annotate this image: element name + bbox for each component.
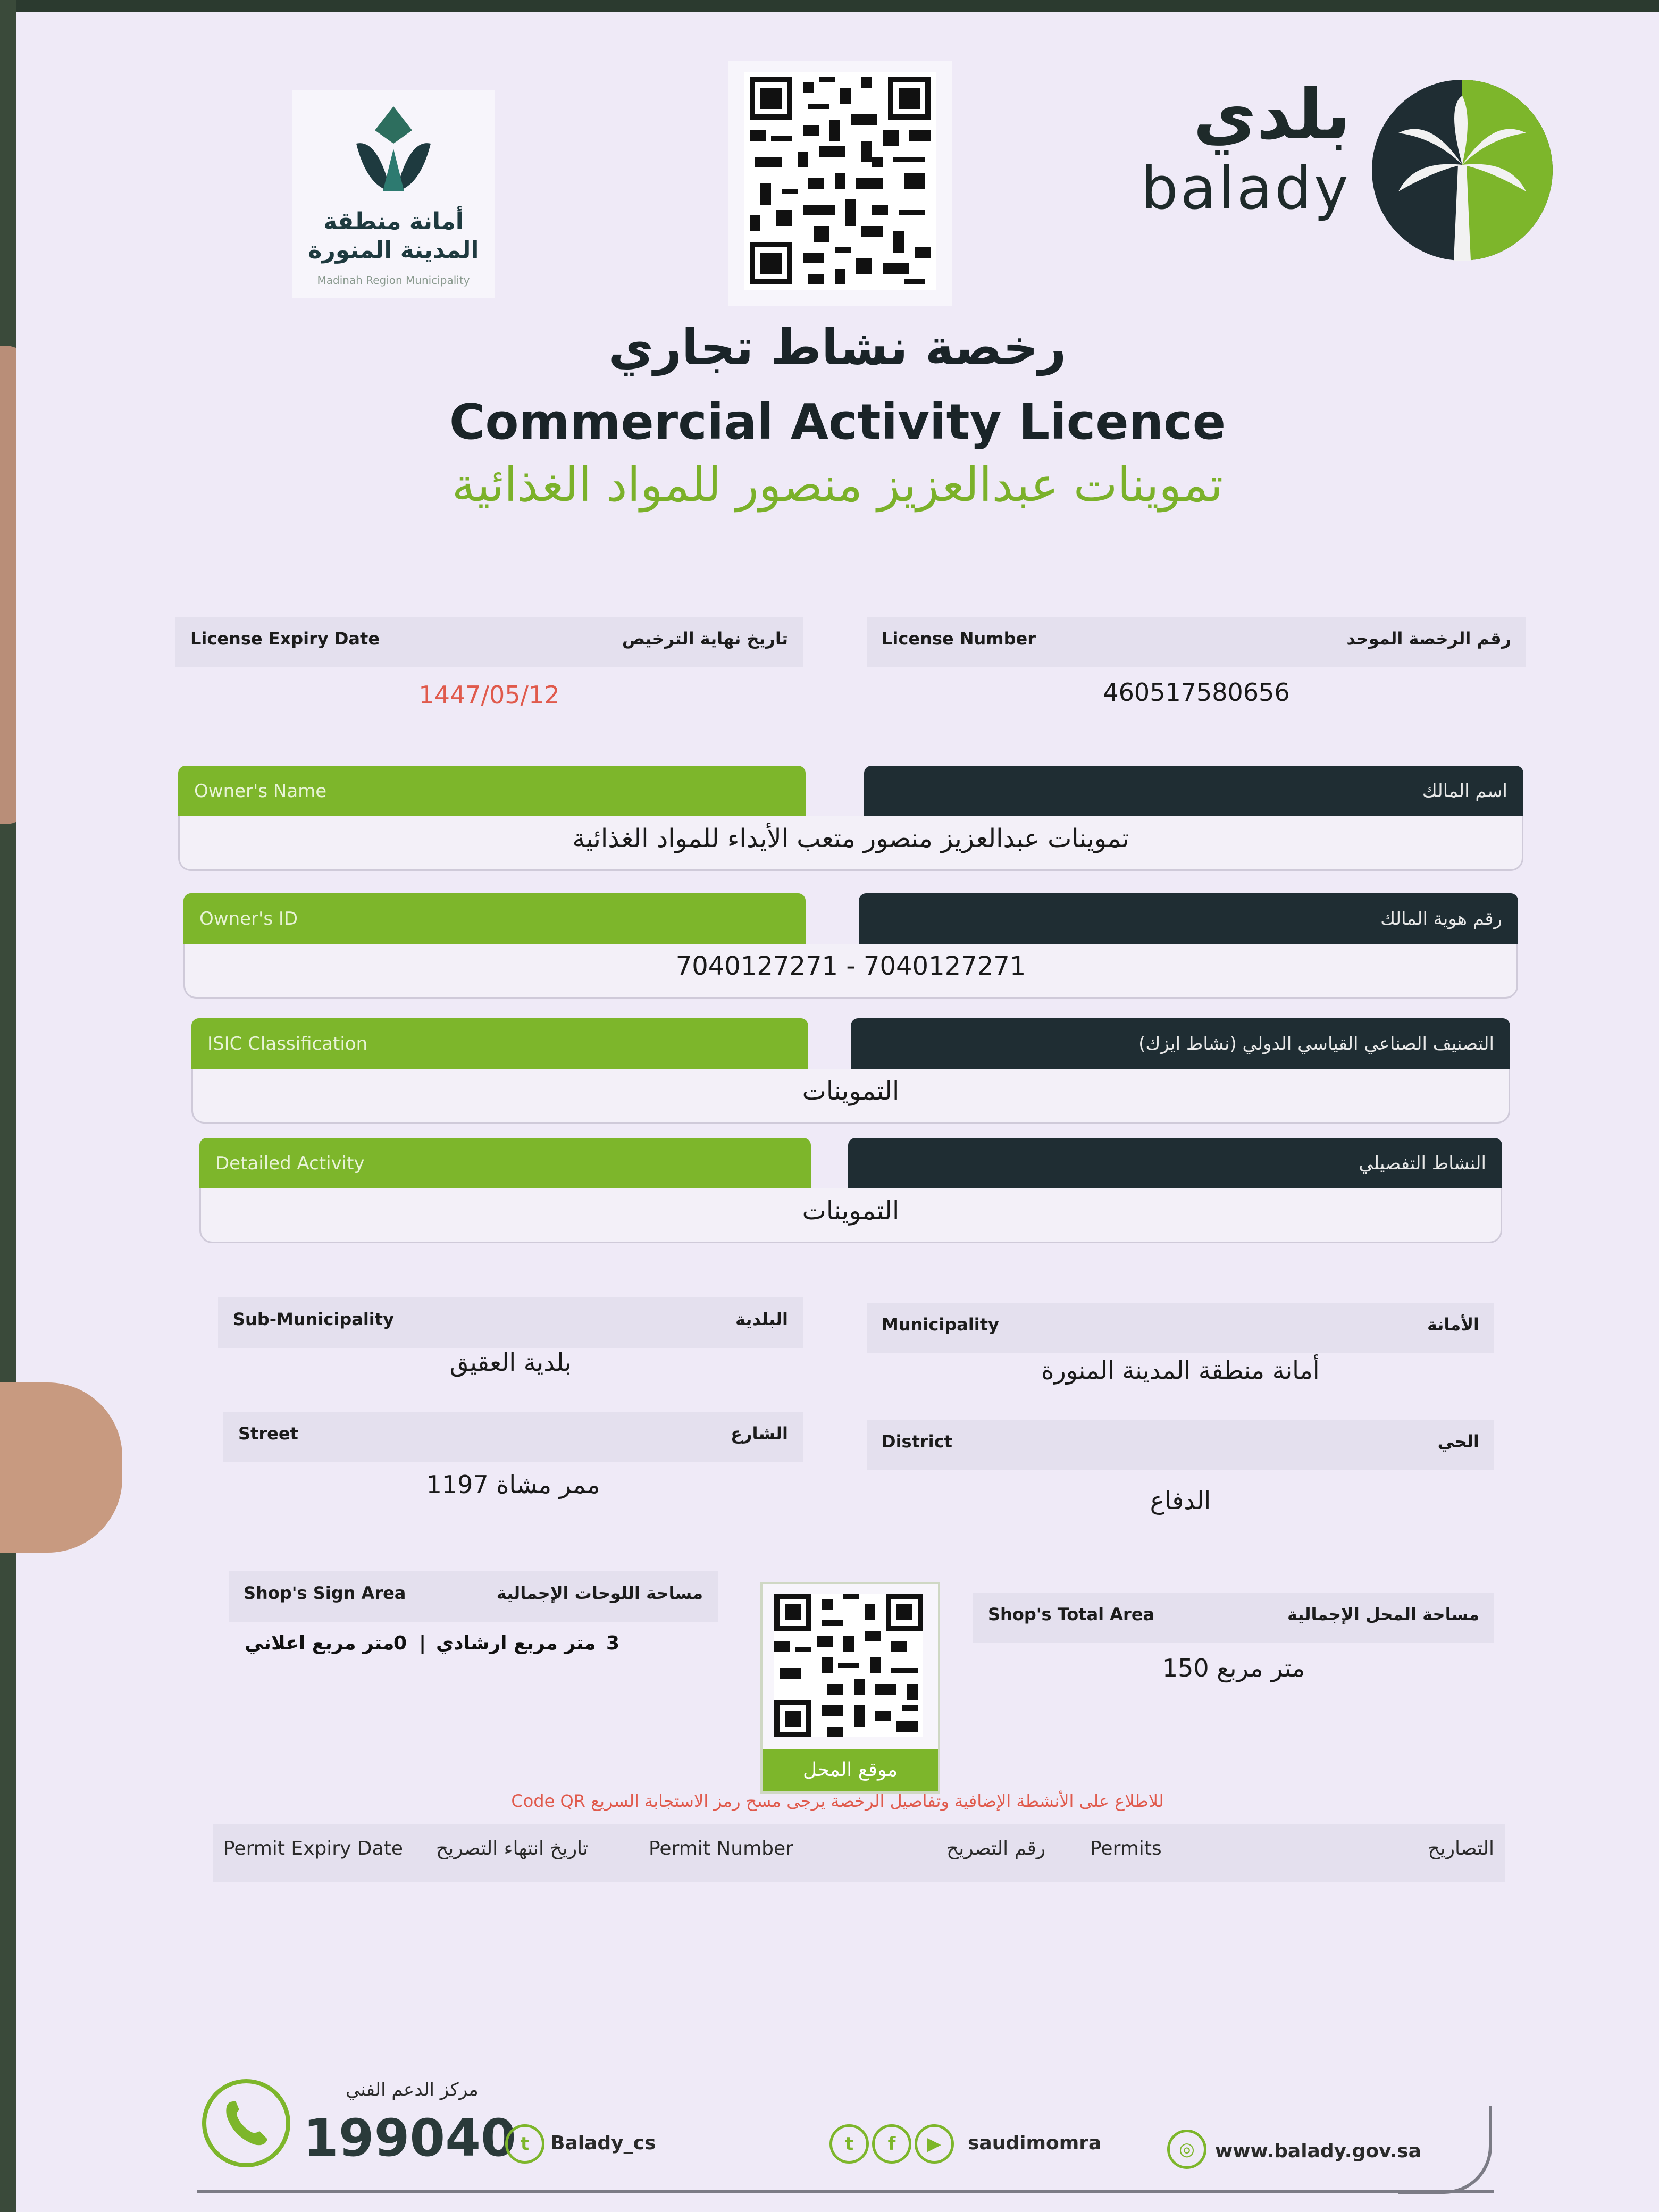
- globe-icon: ◎: [1167, 2130, 1206, 2169]
- owner-id-label-en: Owner's ID: [199, 908, 298, 929]
- isic-body: [191, 1069, 1510, 1124]
- isic-header-en: [191, 1018, 808, 1069]
- owner-id-body: [183, 944, 1518, 999]
- isic-label-ar: التصنيف الصناعي القياسي الدولي (نشاط ايزك): [1138, 1033, 1494, 1054]
- expiry-label-en: License Expiry Date: [190, 629, 380, 649]
- sub-municipality-header: [218, 1297, 803, 1348]
- license-number-value: 460517580656: [1103, 678, 1290, 707]
- website-link[interactable]: www.balady.gov.sa: [1215, 2140, 1421, 2162]
- total-area-label-ar: مساحة المحل الإجمالية: [1287, 1604, 1479, 1624]
- isic-value: التموينات: [802, 1076, 900, 1106]
- district-label-ar: الحي: [1437, 1431, 1479, 1452]
- activity-header-ar: [848, 1138, 1502, 1188]
- owner-id-header-en: [183, 893, 806, 944]
- total-area-label-en: Shop's Total Area: [988, 1604, 1155, 1624]
- municipality-label-en: Municipality: [882, 1314, 999, 1335]
- owner-id-header-ar: [859, 893, 1518, 944]
- total-area-value: 150 متر مربع: [1162, 1654, 1305, 1682]
- ad-unit: متر مربع اعلاني: [245, 1632, 395, 1654]
- qr-code-top: [728, 61, 952, 306]
- owner-id-value: 7040127271 - 7040127271: [675, 951, 1026, 981]
- qr-code-icon: [744, 72, 936, 290]
- balady-logo-ar: بلدي: [1193, 74, 1351, 155]
- footer-arc: [1398, 2106, 1492, 2194]
- guide-value: 3: [606, 1632, 620, 1654]
- expiry-date-value: 1447/05/12: [418, 681, 560, 709]
- isic-label-en: ISIC Classification: [207, 1033, 368, 1054]
- activity-label-en: Detailed Activity: [215, 1153, 365, 1174]
- activity-label-ar: النشاط التفصيلي: [1359, 1153, 1486, 1174]
- top-edge: [16, 0, 1659, 12]
- support-center-label: مركز الدعم الفني: [346, 2079, 479, 2100]
- district-value: الدفاع: [1150, 1486, 1211, 1515]
- twitter-icon[interactable]: t: [830, 2124, 869, 2164]
- district-header: [867, 1420, 1494, 1470]
- municipality-logo-en: Madinah Region Municipality: [317, 274, 470, 287]
- license-label-ar: رقم الرخصة الموحد: [1346, 629, 1511, 649]
- activity-field: [199, 1138, 1502, 1244]
- twitter-icon[interactable]: t: [505, 2124, 544, 2164]
- permits-label-ar: التصاريح: [1428, 1838, 1494, 1859]
- facebook-icon[interactable]: f: [872, 2124, 911, 2164]
- sub-municipality-label-en: Sub-Municipality: [233, 1309, 394, 1329]
- owner-name-label-en: Owner's Name: [194, 781, 327, 802]
- sub-municipality-value: بلدية العقيق: [449, 1348, 572, 1377]
- license-label-en: License Number: [882, 629, 1036, 649]
- sign-area-label-en: Shop's Sign Area: [244, 1583, 406, 1603]
- municipality-logo-ar: أمانة منطقة المدينة المنورة: [308, 208, 479, 264]
- owner-name-body: [178, 816, 1523, 871]
- shop-location-qr[interactable]: [760, 1582, 940, 1794]
- municipality-header: [867, 1303, 1494, 1353]
- owner-name-field: [178, 766, 1523, 872]
- shop-location-caption: موقع المحل: [763, 1749, 938, 1791]
- palm-tree-icon: [1367, 74, 1558, 266]
- expiry-label-ar: تاريخ نهاية الترخيص: [622, 629, 788, 649]
- municipality-label-ar: الأمانة: [1427, 1314, 1479, 1335]
- street-label-ar: الشارع: [731, 1423, 788, 1444]
- owner-name-label-ar: اسم المالك: [1422, 781, 1507, 802]
- license-number-header: [867, 617, 1526, 667]
- owner-name-header-ar: [864, 766, 1523, 816]
- title-english: Commercial Activity Licence: [449, 393, 1226, 450]
- palm-leaf-icon: [346, 101, 441, 202]
- activity-body: [199, 1188, 1502, 1243]
- title-arabic: رخصة نشاط تجاري: [608, 319, 1067, 376]
- sub-municipality-label-ar: البلدية: [735, 1309, 788, 1329]
- sign-area-label-ar: مساحة اللوحات الإجمالية: [496, 1583, 703, 1603]
- permit-number-label-en: Permit Number: [649, 1838, 793, 1859]
- permit-number-label-ar: رقم التصريح: [946, 1838, 1046, 1859]
- isic-field: [191, 1018, 1510, 1125]
- qr-code-icon: [774, 1594, 923, 1737]
- total-area-header: [973, 1593, 1494, 1643]
- owner-id-label-ar: رقم هوية المالك: [1380, 908, 1502, 929]
- municipality-logo: [292, 90, 495, 298]
- activity-value: التموينات: [802, 1196, 900, 1226]
- isic-header-ar: [851, 1018, 1510, 1069]
- youtube-icon[interactable]: ▶: [915, 2124, 954, 2164]
- sign-area-header: [229, 1571, 718, 1622]
- permit-expiry-label-en: Permit Expiry Date: [223, 1838, 403, 1859]
- social-handle[interactable]: saudimomra: [968, 2132, 1102, 2154]
- permits-header: [213, 1824, 1505, 1882]
- phone-icon: [202, 2079, 290, 2167]
- district-label-en: District: [882, 1431, 952, 1452]
- street-label-en: Street: [238, 1423, 298, 1444]
- sign-area-values: [239, 1632, 707, 1670]
- street-header: [223, 1412, 803, 1462]
- owner-name-value: تموينات عبدالعزيز منصور متعب الأيداء للمواد الغذائية: [572, 824, 1129, 853]
- support-number[interactable]: 199040: [303, 2108, 516, 2168]
- municipality-value: أمانة منطقة المدينة المنورة: [1041, 1356, 1320, 1385]
- owner-id-field: [183, 893, 1518, 1000]
- activity-header-en: [199, 1138, 811, 1188]
- footer-line: [197, 2190, 1494, 2193]
- license-document: [16, 0, 1659, 2212]
- twitter-handle[interactable]: Balady_cs: [550, 2132, 656, 2154]
- separator: |: [419, 1632, 426, 1654]
- business-name: تموينات عبدالعزيز منصور للمواد الغذائية: [451, 457, 1224, 512]
- owner-name-header-en: [178, 766, 806, 816]
- permits-label-en: Permits: [1090, 1838, 1162, 1859]
- permit-expiry-label-ar: تاريخ انتهاء التصريح: [436, 1838, 589, 1859]
- qr-instruction-note: للاطلاع على الأنشطة الإضافية وتفاصيل الرخصة يرجى مسح رمز الاستجابة السريع Code QR: [511, 1791, 1164, 1811]
- holding-thumb: [0, 1382, 122, 1553]
- balady-logo-en: balady: [1141, 154, 1351, 222]
- ad-value: 0: [393, 1632, 407, 1654]
- expiry-date-header: [175, 617, 803, 667]
- balady-logo: [1111, 74, 1558, 271]
- street-value: ممر مشاة 1197: [426, 1470, 600, 1499]
- guide-unit: متر مربع ارشادي: [436, 1632, 596, 1654]
